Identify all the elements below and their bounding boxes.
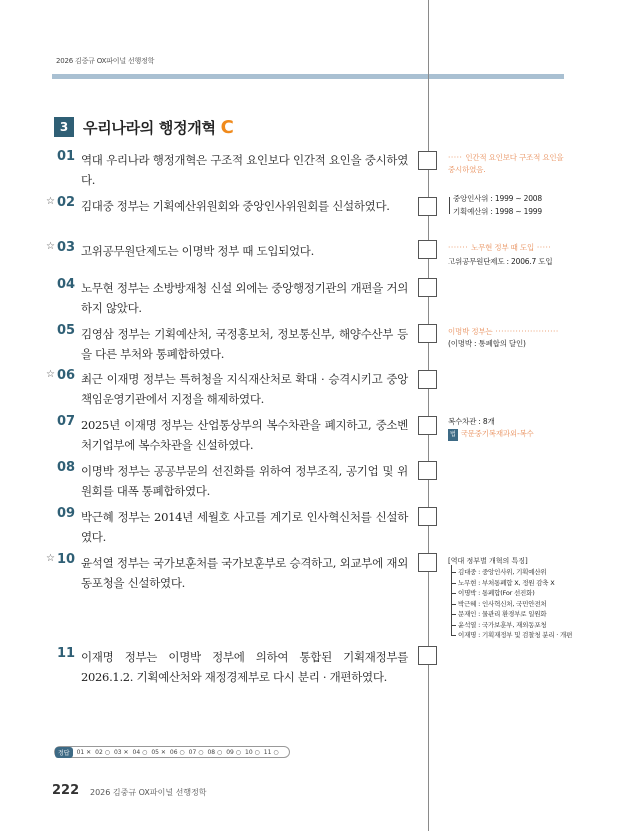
- answer-checkbox[interactable]: [418, 553, 437, 572]
- answer-checkbox[interactable]: [418, 278, 437, 297]
- question-item: [46, 647, 408, 687]
- answer-key: [54, 746, 290, 758]
- answer-checkbox[interactable]: [418, 197, 437, 216]
- question-text: 최근 이재명 정부는 특허청을 지식재산처로 확대 · 승격시키고 중앙책임운영기관에서 지정을 해제하였다.: [81, 372, 408, 406]
- question-item: [46, 241, 408, 261]
- answer-item: 08 ○: [207, 748, 223, 756]
- section-number: 3: [54, 117, 74, 137]
- summary-row: 노무현 : 부처통폐합 X, 정원 감축 X: [448, 578, 572, 589]
- answer-key-label: 정답: [55, 747, 73, 758]
- footer-title: 2026 김중규 OX파이널 선행정학: [90, 788, 207, 797]
- answer-checkbox[interactable]: [418, 324, 437, 343]
- answer-item: 04 ○: [132, 748, 148, 756]
- question-number: 02: [57, 195, 76, 210]
- question-text: 2025년 이재명 정부는 산업통상부의 복수차관을 폐지하고, 중소벤처기업부에 복수차관을 신설하였다.: [81, 418, 408, 452]
- summary-row: 박근혜 : 인사혁신처, 국민안전처: [448, 599, 572, 610]
- answer-item: 03 ✕: [113, 748, 129, 756]
- answer-checkbox[interactable]: [418, 507, 437, 526]
- summary-row: 김대중 : 중앙인사위, 기획예산위: [448, 567, 572, 578]
- answer-item: 10 ○: [245, 748, 260, 756]
- answer-item: 01 ✕: [76, 748, 92, 756]
- question-item: [46, 278, 408, 318]
- question-item: [46, 150, 408, 190]
- answer-checkbox[interactable]: [418, 151, 437, 170]
- question-item: [46, 415, 408, 455]
- note-bracket: [449, 197, 450, 214]
- question-text: 노무현 정부는 소방방재청 신설 외에는 중앙행정기관의 개편을 거의 하지 않았다.: [81, 281, 408, 315]
- star-mark: ☆: [46, 241, 55, 252]
- summary-row: 윤석열 : 국가보훈부, 재외동포청: [448, 620, 572, 631]
- answer-item: 11 ○: [263, 748, 279, 756]
- summary-row: 이재명 : 기획재정부 및 검찰청 분리 · 개편: [448, 630, 572, 641]
- note-q05-b: (이명박 : 통폐합의 달인): [448, 339, 526, 348]
- note-q03-b: 고위공무원단제도 : 2006.7 도입: [448, 257, 553, 266]
- question-number: 08: [57, 460, 76, 475]
- answer-item: 09 ○: [226, 748, 242, 756]
- question-item: [46, 553, 408, 593]
- summary-row: 문재인 : 물관리 환경부로 일원화: [448, 609, 572, 620]
- summary-row: 이명박 : 통폐합(For 선진화): [448, 588, 572, 599]
- question-number: 01: [57, 149, 76, 164]
- question-number: 04: [57, 277, 76, 292]
- question-item: [46, 461, 408, 501]
- answer-checkbox[interactable]: [418, 240, 437, 259]
- question-number: 11: [57, 646, 76, 661]
- section-heading: [54, 117, 234, 137]
- note-q05-a: 이명박 정부는 ······················: [448, 327, 559, 336]
- page-number: 222: [52, 783, 80, 798]
- star-mark: ☆: [46, 369, 55, 380]
- answer-checkbox[interactable]: [418, 370, 437, 389]
- question-number: 07: [57, 414, 76, 429]
- question-text: 박근혜 정부는 2014년 세월호 사고를 계기로 인사혁신처를 신설하였다.: [81, 510, 408, 544]
- question-number: 09: [57, 506, 76, 521]
- law-badge: 법: [448, 429, 458, 441]
- section-grade: C: [220, 116, 234, 138]
- question-number: 10: [57, 552, 76, 567]
- answer-checkbox[interactable]: [418, 416, 437, 435]
- answer-item: 06 ○: [169, 748, 185, 756]
- note-q07-a: 복수차관 : 8개: [448, 417, 495, 426]
- question-item: [46, 507, 408, 547]
- answer-item: 02 ○: [95, 748, 110, 756]
- star-mark: ☆: [46, 196, 55, 207]
- answer-item: 07 ○: [188, 748, 204, 756]
- note-q01: ····· 인간적 요인보다 구조적 요인을 중시하였음.: [448, 153, 564, 174]
- note-q02-a: 중앙인사위 : 1999 ~ 2008: [453, 194, 542, 203]
- question-text: 김영삼 정부는 기획예산처, 국정홍보처, 정보통신부, 해양수산부 등을 다른 부처와 통폐합하였다.: [81, 327, 408, 361]
- question-text: 이재명 정부는 이명박 정부에 의하여 통합된 기획재정부를 2026.1.2. 기획예산처와 재정경제부로 다시 분리 · 개편하였다.: [81, 650, 408, 684]
- question-text: 역대 우리나라 행정개혁은 구조적 요인보다 인간적 요인을 중시하였다.: [81, 153, 408, 187]
- question-item: [46, 196, 408, 236]
- note-q07-b: 법 국문중기복재과외-복수: [448, 428, 534, 441]
- question-text: 윤석열 정부는 국가보훈처를 국가보훈부로 승격하고, 외교부에 재외동포청을 신설하였다.: [81, 556, 408, 590]
- government-reform-summary: [448, 556, 572, 641]
- question-item: [46, 324, 408, 364]
- question-text: 김대중 정부는 기획예산위원회와 중앙인사위원회를 신설하였다.: [81, 199, 390, 213]
- answer-checkbox[interactable]: [418, 646, 437, 665]
- section-title: 우리나라의 행정개혁: [83, 118, 216, 137]
- note-q02-b: 기획예산위 : 1998 ~ 1999: [453, 207, 542, 216]
- header-rule: [52, 74, 564, 79]
- question-item: [46, 369, 408, 409]
- summary-bracket: [451, 565, 452, 635]
- star-mark: ☆: [46, 553, 55, 564]
- summary-title: [역대 정부별 개혁의 특징]: [448, 557, 528, 565]
- question-number: 05: [57, 323, 76, 338]
- question-text: 이명박 정부는 공공부문의 선진화를 위하여 정부조직, 공기업 및 위원회를 대폭 통폐합하였다.: [81, 464, 408, 498]
- answer-item: 05 ✕: [151, 748, 166, 756]
- answer-checkbox[interactable]: [418, 461, 437, 480]
- question-number: 03: [57, 240, 76, 255]
- note-q03-a: ······· 노무현 정부 때 도입 ·····: [448, 243, 552, 252]
- question-text: 고위공무원단제도는 이명박 정부 때 도입되었다.: [81, 244, 314, 258]
- question-number: 06: [57, 368, 76, 383]
- running-header: 2026 김중규 OX파이널 선행정학: [56, 57, 155, 65]
